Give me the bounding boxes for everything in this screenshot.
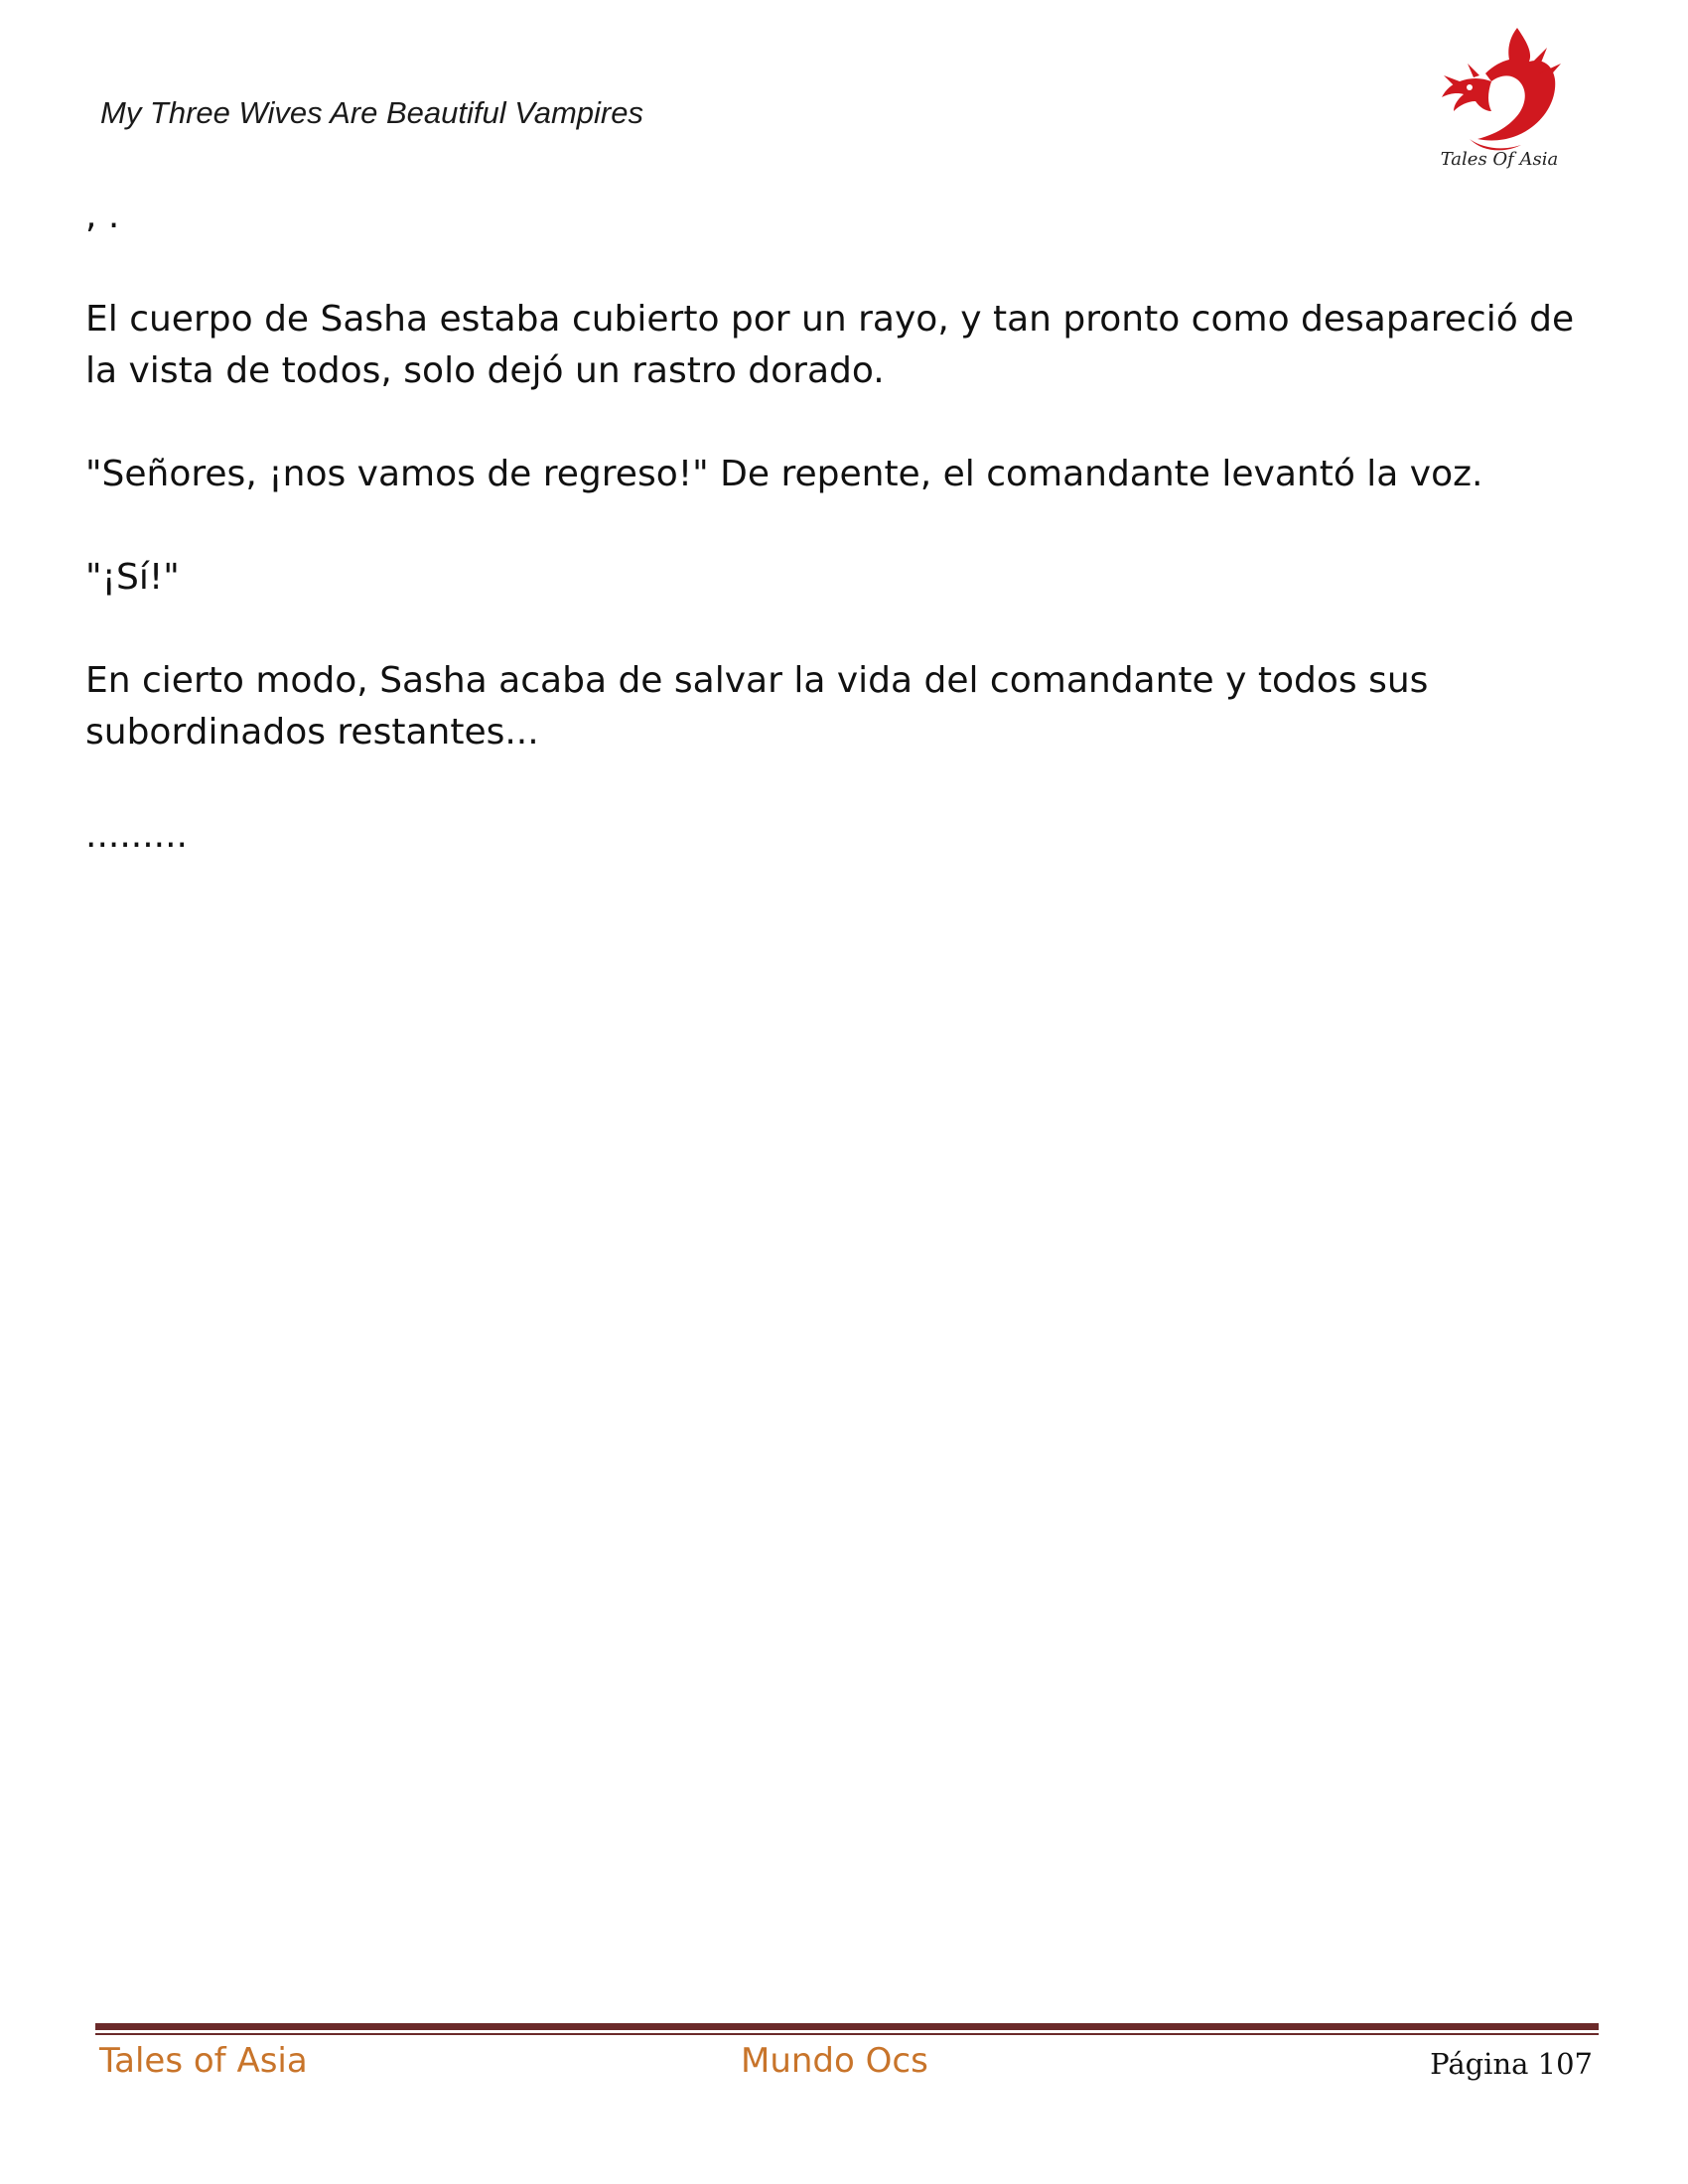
paragraph: El cuerpo de Sasha estaba cubierto por un rayo, y tan pronto como desapareció de la vista de todos, solo dejó un rastro dorado. [85, 299, 1575, 391]
paragraph: "¡Sí!" [85, 557, 180, 598]
footer-divider-thick [95, 2023, 1599, 2030]
footer-divider-thin [95, 2033, 1599, 2035]
page-number: Página 107 [1430, 2047, 1593, 2081]
paragraph: En cierto modo, Sasha acaba de salvar la vida del comandante y todos sus subordinados restantes... [85, 660, 1429, 752]
tales-of-asia-logo [1430, 18, 1569, 182]
paragraph: ......... [85, 815, 188, 856]
paragraph: "Señores, ¡nos vamos de regreso!" De repente, el comandante levantó la voz. [85, 454, 1483, 494]
body-text [85, 191, 1615, 913]
paragraph: , . [85, 196, 120, 236]
logo-text: Tales Of Asia [1440, 149, 1559, 170]
footer-divider [95, 2023, 1599, 2035]
footer-section-name: Mundo Ocs [741, 2041, 928, 2081]
footer-site-name: Tales of Asia [99, 2041, 308, 2081]
header-title: My Three Wives Are Beautiful Vampires [100, 95, 643, 130]
dragon-icon [1430, 18, 1569, 157]
